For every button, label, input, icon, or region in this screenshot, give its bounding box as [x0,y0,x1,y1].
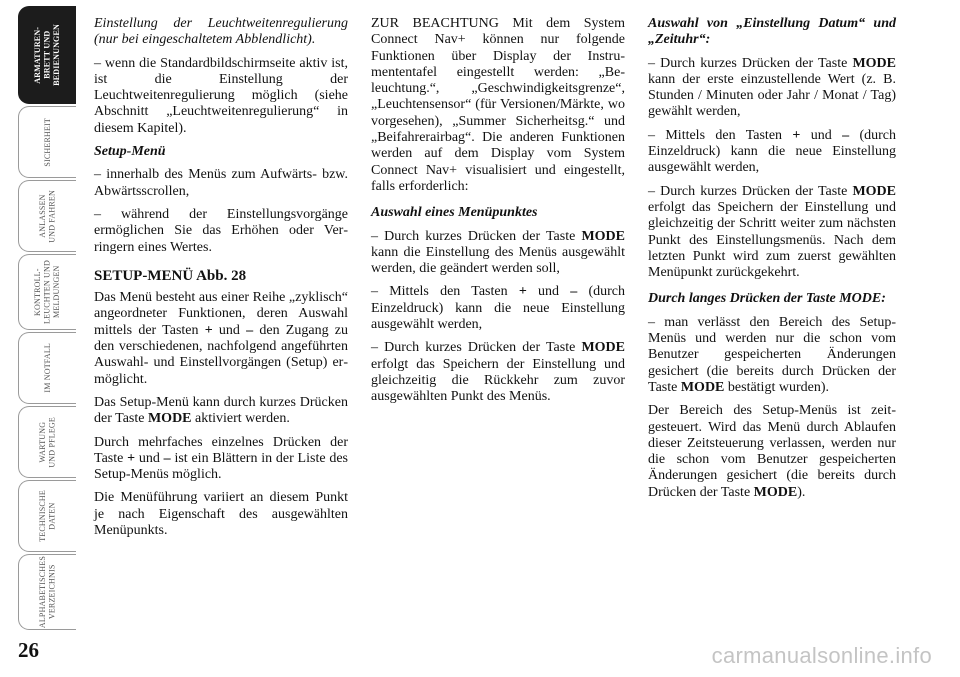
paragraph: – Durch kurzes Drücken der Taste MODE kann der erste einzustellende Wert (z. B. Stunden / Minuten oder Jahr / Monat / Tag) gewählt werden, [648,55,896,120]
tab-label: SICHERHEIT [42,117,52,167]
tab-verzeichnis[interactable] [18,554,76,630]
mode-key: MODE [680,379,725,395]
chapter-sidebar [0,0,76,677]
tab-label: ALPHABETISCHES VERZEICHNIS [38,555,57,629]
paragraph: Der Bereich des Setup-Menüs ist zeitgesteuert. Wird das Menü durch Ablaufen dieser Zeitsteuerung verlassen, werden nur die schon vom Benutzer gespeicherten Änderungen gesichert (die bereits durch Drücken der Taste MODE). [648,403,896,500]
tab-label: IM NOTFALL [42,343,52,393]
tab-label: ANLASSEN UND FAHREN [38,189,57,243]
minus-key: – [246,322,254,338]
tab-sicherheit[interactable] [18,106,76,178]
subheading: Auswahl eines Menüpunktes [371,205,538,221]
paragraph: – Durch kurzes Drücken der Taste MODE kann die Einstellung des Menüs ausgewählt werden, die geändert werden soll, [371,228,625,277]
paragraph: Das Setup-Menü kann durch kurzes Drücken der Taste MODE aktiviert werden. [94,394,348,427]
minus-key: – [163,450,171,466]
mode-key: MODE [581,228,625,244]
page-number: 26 [18,638,39,662]
minus-key: – [570,284,578,300]
paragraph: – Mittels den Tasten + und – (durch Einzeldruck) kann die neue Einstellung ausgewählt werden, [371,284,626,333]
tab-label: WARTUNG UND PFLEGE [38,416,57,468]
mode-key: MODE [852,183,896,199]
paragraph: – Mittels den Tasten + und – (durch Einzeldruck) kann die neue Einstellung ausgewählt werden, [648,127,896,176]
plus-key: + [204,322,213,338]
note-paragraph: ZUR BEACHTUNG Mit dem System Connect Nav+ können nur folgende Funktionen über Display der Instrumententafel eingestellt werden: „Beleuchtung.“, „Geschwindigkeitsgrenze“, „Leuchtensensor“ (für Versionen/Märkte, wo vorgesehen), „Summer Sicherheitsg.“ und „Beifahrerairbag“. Die anderen Funktionen werden auf dem Display vom System Connect Nav+ visualisiert und eingestellt, falls erforderlich: [371,16,625,194]
mode-key: MODE [852,55,896,71]
minus-key: – [842,127,850,143]
plus-key: + [127,450,136,466]
site-watermark: carmanualsonline.info [711,643,932,668]
paragraph: – Durch kurzes Drücken der Taste MODE erfolgt das Speichern der Einstellung und gleichzeitig die Rückkehr zum zuvor ausgewählten Punkt des Menüs. [371,340,625,405]
paragraph: – wenn die Standardbildschirmseite aktiv ist, ist die Einstellung der Leuchtweitenregulierung möglich (siehe Abschnitt „Leuchtweitenregulierung“ in diesem Kapitel). [94,55,348,136]
subheading: Setup-Menü [94,144,166,160]
tab-anlassen[interactable] [18,180,76,252]
tab-armaturenbrett[interactable] [18,6,76,104]
tab-label: TECHNISCHE DATEN [38,490,57,542]
mode-key: MODE [581,340,625,356]
paragraph: Das Menü besteht aus einer Reihe „zyklisch“ angeordneter Funktionen, deren Auswahl mittels der Tasten + und – den Zugang zu den verschiedenen, nachfolgend angeführten Auswahl- und Einstellvorgängen (Setup) ermöglicht. [94,290,348,387]
text-column-3 [648,16,896,508]
tab-label: ARMATUREN- BRETT UND BEDIENUNGEN [32,24,61,86]
tab-label: KONTROLL- LEUCHTEN UND MELDUNGEN [33,260,62,324]
paragraph: Durch mehrfaches einzelnes Drücken der Taste + und – ist ein Blättern in der Liste des Setup-Menüs möglich. [94,434,348,483]
tab-wartung[interactable] [18,406,76,478]
paragraph: – man verlässt den Bereich des Setup-Menüs und werden nur die schon vom Benutzer gespeicherten Änderungen gesichert (die bereits durch Drücken der Taste MODE bestätigt wurden). [648,314,896,395]
paragraph: – Durch kurzes Drücken der Taste MODE erfolgt das Speichern der Einstellung und gleichzeitig der Schritt weiter zum nächsten Punkt des Einstellungsmenüs. Nach dem letzten Punkt wird zum zuerst gewählten Menüpunkt zurückgekehrt. [648,183,896,281]
mode-key: MODE [147,411,192,427]
subheading: Durch langes Drücken der Taste MODE: [648,291,886,307]
paragraph: Einstellung der Leuchtweitenregulierung (nur bei eingeschaltetem Abblendlicht). [94,16,348,48]
text-column-1 [94,16,348,546]
text-column-2 [371,16,625,413]
plus-key: + [518,284,527,300]
paragraph: – während der Einstellungsvorgänge ermöglichen Sie das Erhöhen oder Verringern eines Wertes. [94,206,348,255]
paragraph: Die Menüführung variiert an diesem Punkt je nach Eigenschaft des ausgewählten Menüpunkts. [94,490,348,539]
tab-notfall[interactable] [18,332,76,404]
mode-key: MODE [753,484,798,500]
paragraph: – innerhalb des Menüs zum Aufwärts- bzw. Abwärtsscrollen, [94,167,348,199]
section-heading: SETUP-MENÜ Abb. 28 [94,267,247,284]
tab-technische-daten[interactable] [18,480,76,552]
plus-key: + [792,127,801,143]
tab-kontrollleuchten[interactable] [18,254,76,330]
subheading: Auswahl von „Einstellung Datum“ und „Zeituhr“: [648,16,896,48]
